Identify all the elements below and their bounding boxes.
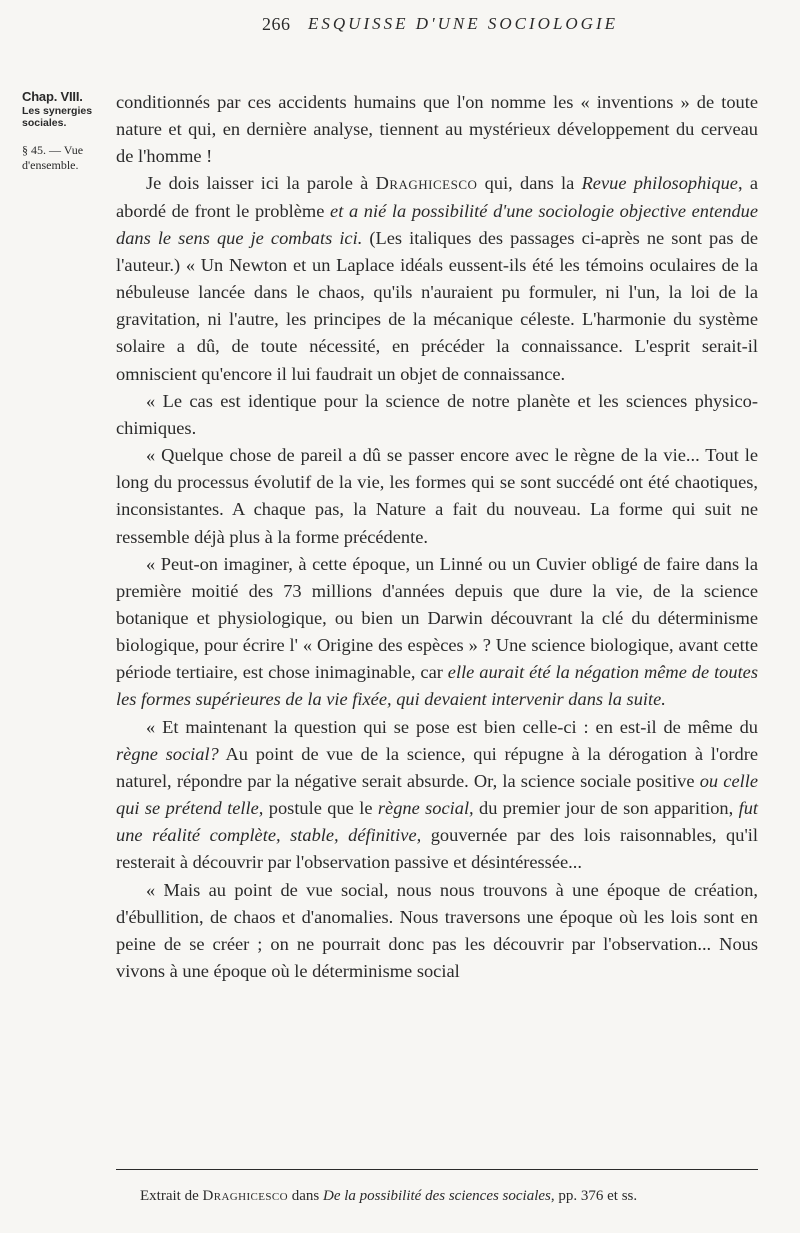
margin-chapter-subtitle: Les synergies sociales. [22,105,93,129]
paragraph-5-italic: elle aurait été la négation même de toutes les formes supérieures de la vie fixée, qui devaient intervenir dans la suite. [116,662,758,710]
footnote-author: Draghicesco [202,1188,289,1204]
paragraph-2-text-c: , a abordé de front le problème [116,173,758,221]
paragraph-5-text-a: « Peut-on imaginer, à cette époque, un Linné ou un Cuvier obligé de faire dans la première moitié des 73 millions d'années depuis que dure la vie, de la science botanique et physiologique, ou bien un Darwin découvrant la clé du déterminisme biologique, pour écrire l' « Origine des espèces » ? Une science biologique, avant cette période tertiaire, est chose inimaginable, car [116,553,758,683]
footnote-middle: dans [288,1188,324,1204]
paragraph-6-text-d: du premier jour de son apparition, [473,798,739,819]
footnote-title: De la possibilité des sciences sociales [323,1188,551,1204]
page-number: 266 [262,14,291,34]
margin-chapter: Chap. VIII. [22,89,83,104]
paragraph-6-text-a: « Et maintenant la question qui se pose est bien celle-ci : en est-il de même du [146,716,758,737]
margin-section: § 45. — Vue d'ensemble. [22,143,84,172]
margin-notes [22,90,102,173]
paragraph-4: « Quelque chose de pareil a dû se passer encore avec le règne de la vie... Tout le long du processus évolutif de la vie, les formes qui se sont succédé ont été chaotiques, inconsistantes. A chaque pas, la Nature a fait du nouveau. La forme qui suit ne ressemble déjà plus à la forme précédente. [116,445,758,547]
paragraph-6-italic-1: règne social? [116,743,219,764]
paragraph-6-text-c: postule que le [263,798,378,819]
paragraph-3: « Le cas est identique pour la science de notre planète et les sciences physico-chimiques. [116,390,758,438]
footnote [140,1186,758,1206]
footnote-rule [116,1169,758,1170]
paragraph-5 [116,551,758,714]
author-name: Draghicesco [375,173,478,194]
paragraph-6-italic-3: règne social, [377,798,474,819]
footnote-prefix: Extrait de [140,1188,203,1204]
footnote-suffix: , pp. 376 et ss. [550,1188,638,1204]
journal-title: Revue philosophique [581,173,738,194]
paragraph-2-text-d: (Les italiques des passages ci-après ne sont pas de l'auteur.) « Un Newton et un Laplace idéals eussent-ils été les témoins oculaires de la nébuleuse lancée dans le chaos, qu'ils n'auraient pu formuler, ni l'un, la loi de la gravitation, ni l'autre, les principes de la mécanique céleste. L'harmonie du système solaire a dû, de toute nécessité, en précéder la connaissance. L'esprit serait-il omniscient qu'encore il lui faudrait un objet de connaissance. [116,227,758,384]
paragraph-1: conditionnés par ces accidents humains que l'on nomme les « inventions » de toute nature et qui, en dernière analyse, tiennent au mystérieux développement du cerveau de l'homme ! [116,92,758,167]
paragraph-2 [116,170,758,387]
paragraph-2-italic: et a nié la possibilité d'une sociologie objective entendue dans le sens que je combats ici. [116,200,758,248]
paragraph-6-italic-2: ou celle qui se prétend telle, [116,770,758,819]
paragraph-7: « Mais au point de vue social, nous nous trouvons à une époque de création, d'ébullition, de chaos et d'anomalies. Nous traversons une époque où les lois sont en peine de se créer ; on ne pourrait donc pas les découvrir par l'observation... Nous vivons à une époque où le déterminisme social [116,879,758,981]
running-title: ESQUISSE D'UNE SOCIOLOGIE [308,14,619,33]
paragraph-6-italic-4: fut une réalité complète, stable, définitive, [116,798,758,846]
paragraph-6 [116,714,758,877]
paragraph-6-text-b: Au point de vue de la science, qui répugne à la dérogation à l'ordre naturel, répondre par la négative serait absurde. Or, la science sociale positive [116,743,758,791]
paragraph-2-text-a: Je dois laisser ici la parole à [146,173,376,194]
body-text [116,89,758,985]
paragraph-6-text-e: gouvernée par des lois raisonnables, qu'il resterait à découvrir par l'observation passive et désintéressée... [116,825,758,873]
running-head [0,12,800,42]
paragraph-2-text-b: qui, dans la [477,173,582,194]
